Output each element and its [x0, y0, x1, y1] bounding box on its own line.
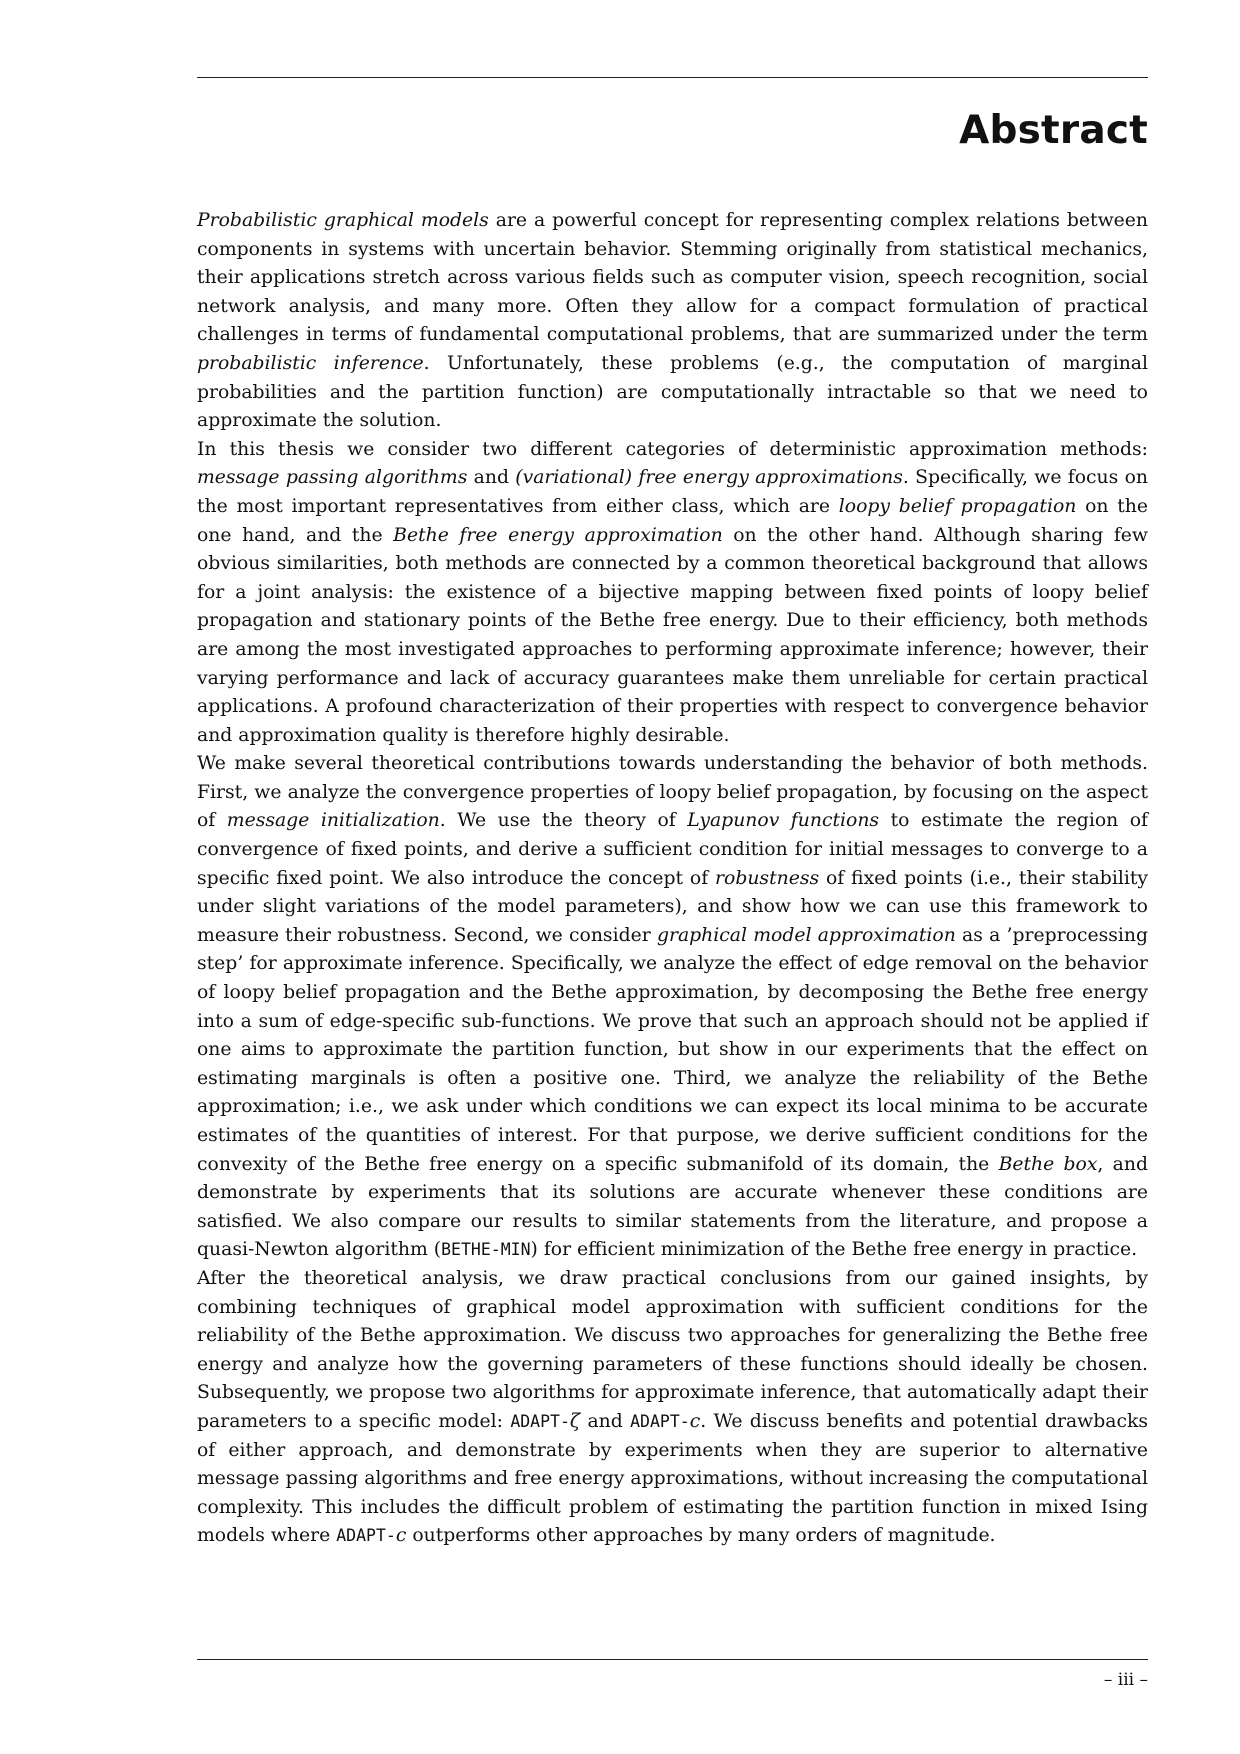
text-run: as a ’preprocessing step’ for approximate inference. Specifically, we analyze the effect of edge removal on the behavior of loopy belief propagation and the Bethe approximation, by decomposing the Bethe free energy into a sum of edge-specific sub-functions. We prove that such an approach should not be applied if one aims to approximate the partition function, but show in our experiments that the effect on estimating marginals is often a positive one. Third, we analyze the reliability of the Bethe approximation; i.e., we ask under which conditions we can expect its local minima to be accurate estimates of the quantities of interest. For that purpose, we derive sufficient conditions for the convexity of the Bethe free energy on a specific submanifold of its domain, the	[197, 924, 1148, 1175]
italic-term: robustness	[715, 867, 820, 889]
italic-term: probabilistic inference	[197, 352, 424, 374]
italic-term: (variational) free energy approximations	[515, 467, 903, 489]
abstract-paragraph-2	[197, 436, 1148, 751]
text-run: , and demonstrate by experiments that its solutions are accurate whenever these conditions are satisfied. We also compare our results to similar statements from the literature, and propose a quasi-Newton algorithm (	[197, 1153, 1148, 1261]
text-run: In this thesis we consider two different categories of deterministic approximation methods:	[197, 438, 1148, 460]
text-run: . Specifically, we focus on the most important representatives from either class, which are	[197, 467, 1148, 517]
italic-term: graphical model approximation	[656, 924, 956, 946]
italic-term: message passing algorithms	[197, 467, 468, 489]
text-run: We make several theoretical contributions towards understanding the behavior of both methods. First, we analyze the convergence properties of loopy belief propagation, by focusing on the aspect of	[197, 753, 1148, 832]
abstract-paragraph-3	[197, 750, 1148, 1265]
text-run: . Unfortunately, these problems (e.g., the computation of marginal probabilities and the partition function) are computationally intractable so that we need to approximate the solution.	[197, 352, 1149, 432]
italic-term: Lyapunov functions	[687, 810, 880, 832]
italic-term: c	[395, 1525, 407, 1547]
italic-term: message initialization	[226, 810, 440, 832]
text-run: . We use the theory of	[439, 810, 688, 832]
header-rule	[197, 77, 1148, 78]
text-run: and	[580, 1410, 631, 1432]
algorithm-name: ADAPT-	[510, 1411, 570, 1431]
text-run: are a powerful concept for representing complex relations between components in systems with uncertain behavior. Stemming originally from statistical mechanics, their applications stretch across various fields such as computer vision, speech recognition, social network analysis, and many more. Often they allow for a compact formulation of practical challenges in terms of fundamental computational problems, that are summarized under the term	[197, 210, 1148, 346]
algorithm-name: ADAPT-	[336, 1526, 396, 1546]
text-run: . We discuss benefits and potential drawbacks of either approach, and demonstrate by experiments when they are superior to alternative message passing algorithms and free energy approximations, without increasing the computational complexity. This includes the difficult problem of estimating the partition function in mixed Ising models where	[197, 1410, 1148, 1547]
italic-term: loopy belief propagation	[838, 495, 1077, 517]
page-number: – iii –	[1103, 1670, 1148, 1690]
text-run: on the one hand, and the	[197, 495, 1148, 546]
algorithm-name: ADAPT-	[630, 1411, 690, 1431]
text-run: and	[467, 467, 516, 489]
italic-term: Probabilistic graphical models	[197, 210, 489, 231]
page-title: Abstract	[959, 108, 1148, 153]
algorithm-name: BETHE-MIN	[441, 1240, 531, 1260]
text-run: outperforms other approaches by many orders of magnitude.	[406, 1525, 996, 1547]
abstract-body	[197, 207, 1148, 1551]
italic-term: c	[689, 1410, 701, 1432]
text-run: to estimate the region of convergence of fixed points, and derive a sufficient condition for initial messages to converge to a specific fixed point. We also introduce the concept of	[197, 810, 1149, 889]
text-run: on the other hand. Although sharing few obvious similarities, both methods are connected by a common theoretical background that allows for a joint analysis: the existence of a bijective mapping between fixed points of loopy belief propagation and stationary points of the Bethe free energy. Due to their efficiency, both methods are among the most investigated approaches to performing approximate inference; however, their varying performance and lack of accuracy guarantees make them unreliable for certain practical applications. A profound characterization of their properties with respect to convergence behavior and approximation quality is therefore highly desirable.	[197, 524, 1148, 746]
text-run: of fixed points (i.e., their stability under slight variations of the model parameters), and show how we can use this framework to measure their robustness. Second, we consider	[197, 867, 1148, 946]
abstract-paragraph-4	[197, 1265, 1148, 1551]
italic-term: Bethe box	[998, 1153, 1098, 1175]
abstract-paragraph-1	[197, 207, 1148, 436]
footer-rule	[197, 1659, 1148, 1660]
italic-term: ζ	[569, 1410, 581, 1432]
text-run: After the theoretical analysis, we draw practical conclusions from our gained insights, by combining techniques of graphical model approximation with sufficient conditions for the reliability of the Bethe approximation. We discuss two approaches for generalizing the Bethe free energy and analyze how the governing parameters of these functions should ideally be chosen. Subsequently, we propose two algorithms for approximate inference, that automatically adapt their parameters to a specific model:	[197, 1267, 1148, 1432]
text-run: ) for efficient minimization of the Bethe free energy in practice.	[530, 1239, 1138, 1261]
italic-term: Bethe free energy approximation	[393, 524, 723, 546]
